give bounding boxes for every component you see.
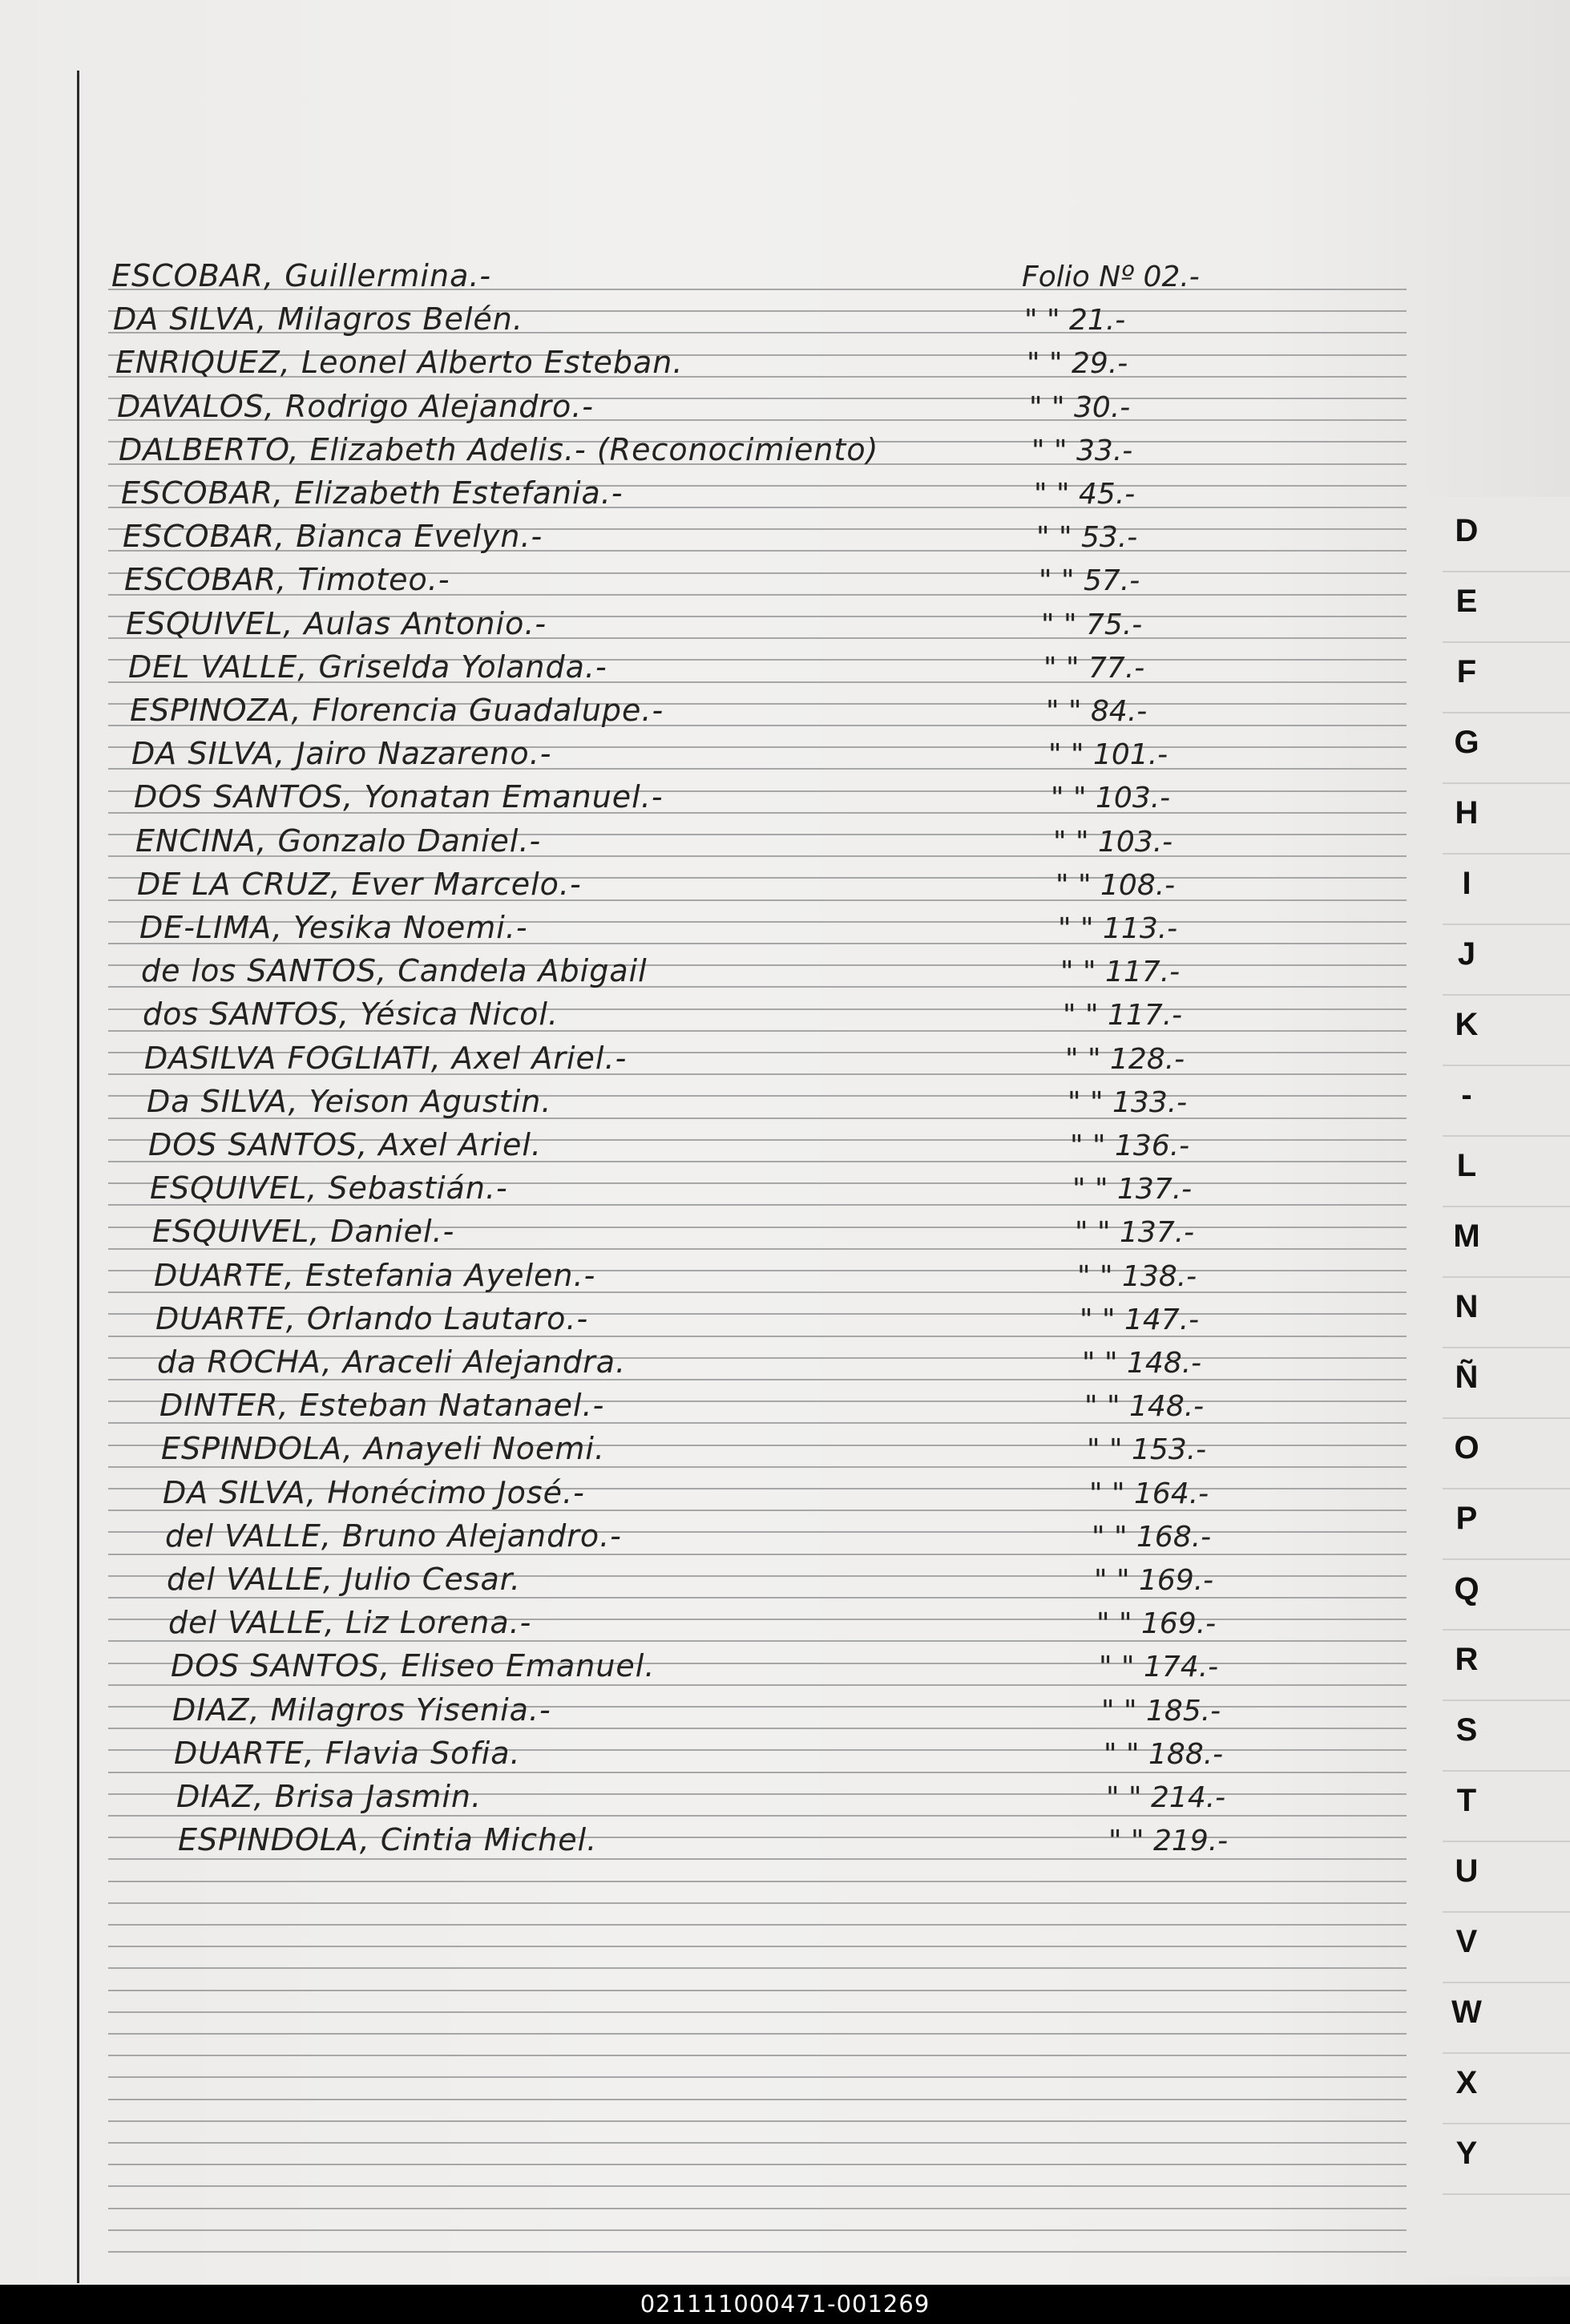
entry-name: DIAZ, Brisa Jasmin. bbox=[176, 1779, 482, 1814]
entry-folio: " " 117.- bbox=[1060, 956, 1181, 988]
margin-line bbox=[77, 71, 79, 2283]
entry-folio: " " 128.- bbox=[1065, 1043, 1185, 1076]
entry-name: DUARTE, Flavia Sofia. bbox=[174, 1736, 521, 1771]
index-tab-letter: X bbox=[1455, 2065, 1478, 2100]
index-tab-divider bbox=[1443, 1417, 1570, 1419]
index-tab-divider bbox=[1443, 1982, 1570, 1983]
index-tab-divider bbox=[1443, 2123, 1570, 2124]
register-entry bbox=[108, 863, 1390, 907]
index-tab-letter: S bbox=[1455, 1712, 1478, 1748]
entry-name: ESPINDOLA, Cintia Michel. bbox=[178, 1822, 598, 1857]
index-tab-letter: F bbox=[1456, 654, 1477, 689]
register-entry bbox=[108, 342, 1390, 385]
register-entry bbox=[108, 515, 1390, 559]
register-entry bbox=[108, 1776, 1390, 1819]
entry-folio: " " 153.- bbox=[1087, 1433, 1207, 1466]
entry-folio: " " 45.- bbox=[1034, 478, 1136, 511]
entry-folio: " " 214.- bbox=[1106, 1781, 1226, 1814]
entry-folio: " " 103.- bbox=[1053, 826, 1173, 859]
entry-name: Da SILVA, Yeison Agustin. bbox=[147, 1084, 552, 1119]
entry-folio: " " 148.- bbox=[1084, 1390, 1205, 1423]
index-tab-letter: K bbox=[1455, 1007, 1479, 1042]
entry-name: ESQUIVEL, Sebastián.- bbox=[150, 1170, 508, 1206]
index-tab-letter: V bbox=[1455, 1924, 1478, 1959]
entry-folio: " " 101.- bbox=[1048, 738, 1168, 771]
index-tab-divider bbox=[1443, 1629, 1570, 1631]
register-entry bbox=[108, 1732, 1390, 1776]
entry-name: del VALLE, Julio Cesar. bbox=[167, 1562, 522, 1597]
register-entry bbox=[108, 689, 1390, 733]
index-tab-divider bbox=[1443, 1488, 1570, 1489]
entry-folio: " " 174.- bbox=[1099, 1651, 1219, 1683]
entry-folio: " " 169.- bbox=[1094, 1564, 1214, 1597]
register-entry bbox=[108, 1298, 1390, 1341]
index-tab-letter: P bbox=[1455, 1501, 1478, 1536]
entry-name: del VALLE, Liz Lorena.- bbox=[168, 1605, 532, 1640]
register-entry bbox=[108, 429, 1390, 472]
entry-folio: " " 133.- bbox=[1068, 1086, 1188, 1119]
entry-folio: " " 117.- bbox=[1063, 999, 1183, 1032]
index-tab-divider bbox=[1443, 1276, 1570, 1278]
entry-name: ESQUIVEL, Daniel.- bbox=[152, 1214, 455, 1249]
document-id-footer bbox=[0, 2285, 1570, 2324]
index-tab-divider bbox=[1443, 1841, 1570, 1842]
index-tab-letter: D bbox=[1455, 513, 1479, 548]
index-tab-divider bbox=[1443, 1558, 1570, 1560]
entry-folio: Folio Nº 02.- bbox=[1022, 261, 1200, 293]
register-entry bbox=[108, 1384, 1390, 1428]
entry-name: DUARTE, Estefania Ayelen.- bbox=[154, 1258, 596, 1293]
register-entry bbox=[108, 1081, 1390, 1124]
entry-name: DOS SANTOS, Yonatan Emanuel.- bbox=[134, 779, 664, 814]
entry-folio: " " 108.- bbox=[1055, 869, 1176, 902]
index-tab-letter: R bbox=[1455, 1642, 1479, 1677]
entry-name: DA SILVA, Jairo Nazareno.- bbox=[131, 736, 552, 771]
entry-folio: " " 77.- bbox=[1043, 652, 1145, 685]
index-tab-letter: W bbox=[1451, 1995, 1482, 2030]
index-tab-letter: N bbox=[1455, 1289, 1479, 1324]
index-tab-divider bbox=[1443, 853, 1570, 855]
index-tab-divider bbox=[1443, 1206, 1570, 1207]
entry-name: DINTER, Esteban Natanael.- bbox=[159, 1388, 605, 1423]
index-tab-divider bbox=[1443, 2193, 1570, 2195]
index-tab-divider bbox=[1443, 1700, 1570, 1701]
entry-folio: " " 29.- bbox=[1027, 347, 1128, 380]
entry-name: dos SANTOS, Yésica Nicol. bbox=[143, 996, 559, 1032]
entry-folio: " " 185.- bbox=[1101, 1695, 1221, 1728]
entry-folio: " " 137.- bbox=[1075, 1216, 1195, 1249]
register-entry bbox=[108, 603, 1390, 646]
entry-name: ENRIQUEZ, Leonel Alberto Esteban. bbox=[115, 345, 684, 380]
index-tab-divider bbox=[1443, 1347, 1570, 1348]
entry-folio: " " 84.- bbox=[1046, 695, 1148, 728]
register-entry bbox=[108, 1645, 1390, 1688]
alphabet-index-tabs bbox=[1419, 497, 1570, 2277]
entry-name: DUARTE, Orlando Lautaro.- bbox=[155, 1301, 589, 1336]
entry-folio: " " 30.- bbox=[1029, 391, 1131, 424]
index-tab-letter: U bbox=[1455, 1853, 1479, 1889]
entry-folio: " " 169.- bbox=[1096, 1607, 1217, 1640]
register-entry bbox=[108, 1167, 1390, 1211]
entry-name: DA SILVA, Honécimo José.- bbox=[163, 1475, 585, 1510]
register-entry bbox=[108, 472, 1390, 515]
entry-name: ESQUIVEL, Aulas Antonio.- bbox=[126, 606, 547, 641]
entry-list bbox=[108, 0, 1390, 2285]
entry-name: DASILVA FOGLIATI, Axel Ariel.- bbox=[144, 1041, 628, 1076]
entry-name: del VALLE, Bruno Alejandro.- bbox=[165, 1518, 622, 1554]
index-tab-divider bbox=[1443, 1911, 1570, 1913]
index-tab-letter: M bbox=[1453, 1219, 1480, 1254]
index-tab-letter: J bbox=[1457, 936, 1476, 972]
register-entry bbox=[108, 1255, 1390, 1298]
register-entry bbox=[108, 646, 1390, 689]
register-entry bbox=[108, 1602, 1390, 1645]
entry-name: DA SILVA, Milagros Belén. bbox=[113, 301, 523, 337]
document-id: 021111000471-001269 bbox=[640, 2290, 930, 2318]
register-entry bbox=[108, 559, 1390, 602]
entry-folio: " " 164.- bbox=[1089, 1477, 1209, 1510]
entry-name: DALBERTO, Elizabeth Adelis.- (Reconocimiento) bbox=[119, 432, 879, 467]
entry-name: DOS SANTOS, Eliseo Emanuel. bbox=[171, 1648, 656, 1683]
entry-name: DOS SANTOS, Axel Ariel. bbox=[148, 1127, 543, 1162]
register-entry bbox=[108, 820, 1390, 863]
entry-folio: " " 137.- bbox=[1072, 1173, 1193, 1206]
register-entry bbox=[108, 1341, 1390, 1384]
register-entry bbox=[108, 1037, 1390, 1081]
entry-name: ENCINA, Gonzalo Daniel.- bbox=[135, 823, 542, 859]
index-tab-divider bbox=[1443, 782, 1570, 784]
index-tab-divider bbox=[1443, 924, 1570, 925]
index-tab-divider bbox=[1443, 641, 1570, 643]
entry-folio: " " 138.- bbox=[1077, 1260, 1197, 1293]
register-entry bbox=[108, 1124, 1390, 1167]
entry-name: ESCOBAR, Timoteo.- bbox=[124, 562, 450, 597]
entry-folio: " " 53.- bbox=[1036, 521, 1138, 554]
entry-folio: " " 168.- bbox=[1092, 1521, 1212, 1554]
index-tab-letter: Y bbox=[1455, 2136, 1478, 2171]
entry-folio: " " 148.- bbox=[1082, 1347, 1202, 1380]
register-entry bbox=[108, 950, 1390, 993]
register-entry bbox=[108, 993, 1390, 1037]
entry-name: ESPINOZA, Florencia Guadalupe.- bbox=[130, 693, 664, 728]
entry-folio: " " 21.- bbox=[1024, 304, 1126, 337]
register-entry bbox=[108, 733, 1390, 776]
index-tab-divider bbox=[1443, 1770, 1570, 1772]
entry-name: da ROCHA, Araceli Alejandra. bbox=[157, 1344, 627, 1380]
entry-folio: " " 113.- bbox=[1058, 912, 1178, 945]
index-tab-divider bbox=[1443, 571, 1570, 572]
index-tab-letter: L bbox=[1456, 1148, 1477, 1183]
register-entry bbox=[108, 1819, 1390, 1862]
register-entry bbox=[108, 1428, 1390, 1471]
index-tab-letter: I bbox=[1462, 866, 1471, 901]
index-tab-letter: Q bbox=[1454, 1571, 1479, 1607]
entry-folio: " " 147.- bbox=[1080, 1303, 1200, 1336]
entry-name: DEL VALLE, Griselda Yolanda.- bbox=[128, 649, 607, 685]
register-entry bbox=[108, 907, 1390, 950]
entry-folio: " " 219.- bbox=[1108, 1825, 1229, 1857]
register-entry bbox=[108, 298, 1390, 342]
index-tab-letter: H bbox=[1455, 795, 1479, 831]
entry-folio: " " 103.- bbox=[1051, 782, 1171, 814]
entry-folio: " " 136.- bbox=[1070, 1130, 1190, 1162]
register-entry bbox=[108, 1558, 1390, 1602]
entry-folio: " " 75.- bbox=[1041, 608, 1143, 641]
entry-name: DE LA CRUZ, Ever Marcelo.- bbox=[137, 867, 582, 902]
index-tab-divider bbox=[1443, 1135, 1570, 1137]
entry-name: DAVALOS, Rodrigo Alejandro.- bbox=[117, 389, 595, 424]
register-entry bbox=[108, 1689, 1390, 1732]
register-entry bbox=[108, 255, 1390, 298]
register-entry bbox=[108, 1515, 1390, 1558]
entry-name: DE-LIMA, Yesika Noemi.- bbox=[139, 910, 528, 945]
index-tab-divider bbox=[1443, 2052, 1570, 2054]
entry-name: de los SANTOS, Candela Abigail bbox=[141, 953, 648, 988]
index-tab-divider bbox=[1443, 994, 1570, 996]
index-tab-letter: G bbox=[1454, 725, 1479, 760]
entry-folio: " " 33.- bbox=[1031, 434, 1133, 467]
index-tab-divider bbox=[1443, 712, 1570, 713]
entry-folio: " " 57.- bbox=[1039, 564, 1140, 597]
index-tab-letter: Ñ bbox=[1455, 1360, 1479, 1395]
entry-folio: " " 188.- bbox=[1104, 1738, 1224, 1771]
entry-name: ESPINDOLA, Anayeli Noemi. bbox=[161, 1431, 606, 1466]
index-tab-letter: O bbox=[1454, 1430, 1479, 1465]
index-tab-letter: E bbox=[1455, 584, 1478, 619]
entry-name: ESCOBAR, Bianca Evelyn.- bbox=[123, 519, 543, 554]
entry-name: DIAZ, Milagros Yisenia.- bbox=[172, 1692, 551, 1728]
entry-name: ESCOBAR, Guillermina.- bbox=[111, 258, 492, 293]
index-tab-letter: T bbox=[1456, 1783, 1477, 1818]
index-tab-divider bbox=[1443, 1065, 1570, 1066]
entry-name: ESCOBAR, Elizabeth Estefania.- bbox=[121, 475, 624, 511]
register-entry bbox=[108, 1472, 1390, 1515]
register-entry bbox=[108, 1211, 1390, 1254]
index-tab-letter: - bbox=[1461, 1077, 1472, 1113]
register-entry bbox=[108, 386, 1390, 429]
register-entry bbox=[108, 776, 1390, 819]
